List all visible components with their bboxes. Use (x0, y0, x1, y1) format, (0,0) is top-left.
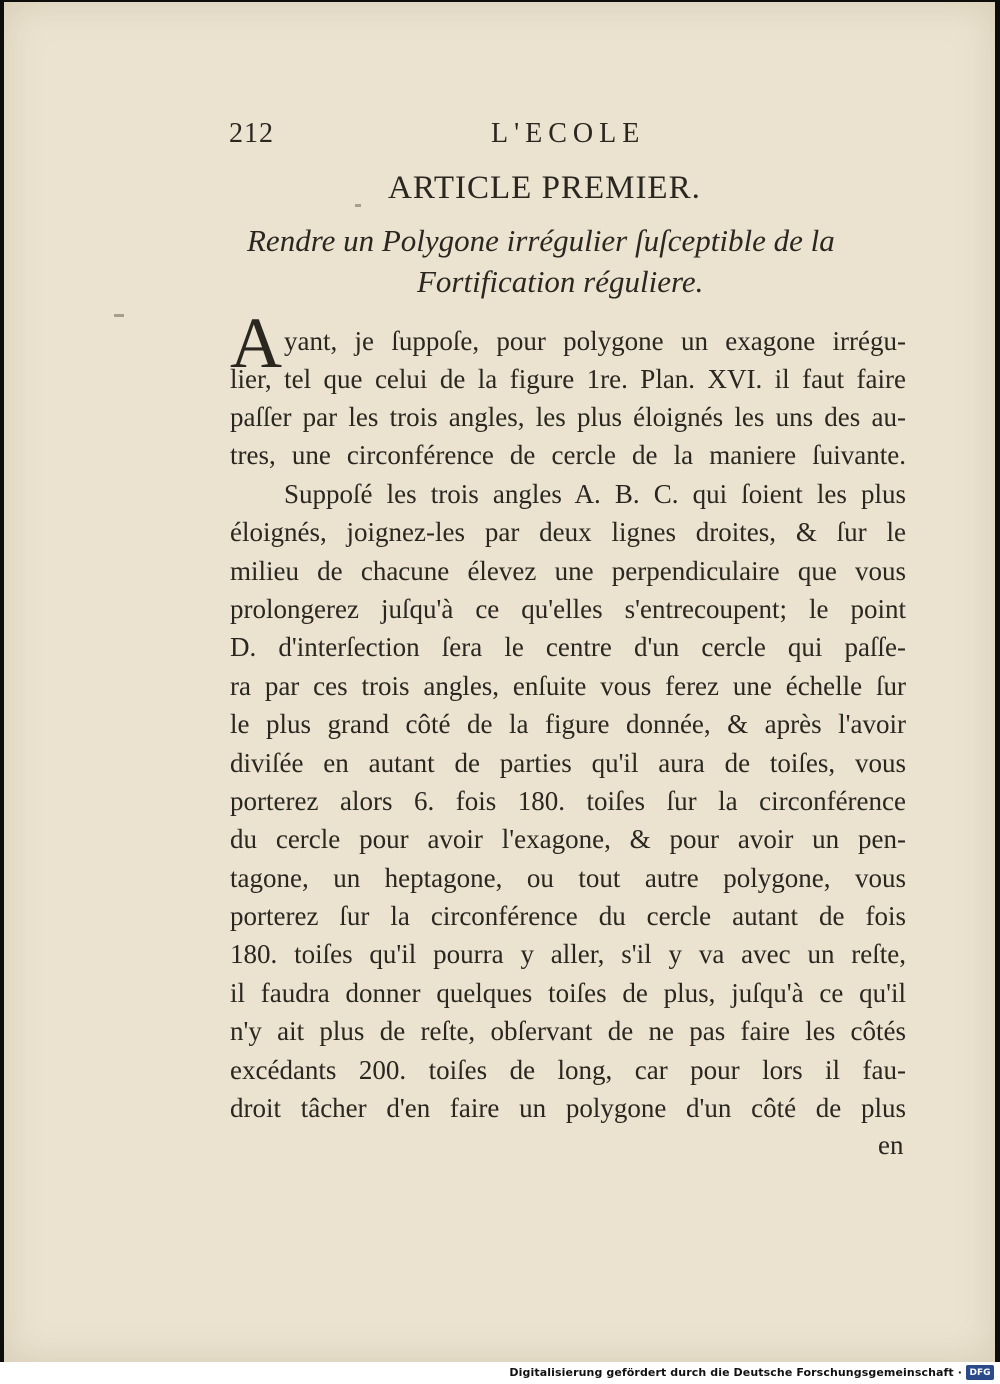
body-text-line: tagone, un heptagone, ou tout autre polygone, vous (230, 863, 906, 893)
funding-credit: Digitalisierung gefördert durch die Deutsche Forschungsgemeinschaft · (509, 1366, 962, 1379)
body-text-line: ra par ces trois angles, enſuite vous ferez une échelle ſur (230, 671, 906, 701)
body-text-line: éloignés, joignez-les par deux lignes droites, & ſur le (230, 517, 906, 547)
catchword: en (878, 1130, 904, 1160)
body-text-line: du cercle pour avoir l'exagone, & pour avoir un pen- (230, 824, 906, 854)
body-text-line: yant, je ſuppoſe, pour polygone un exagone irrégu- (284, 326, 906, 356)
body-text-line: porterez alors 6. fois 180. toiſes ſur la circonférence (230, 786, 906, 816)
drop-cap: A (230, 303, 282, 383)
body-text-line: 180. toiſes qu'il pourra y aller, s'il y va avec un reſte, (230, 939, 906, 969)
body-text-line: diviſée en autant de parties qu'il aura de toiſes, vous (230, 748, 906, 778)
body-text-line: tres, une circonférence de cercle de la maniere ſuivante. (230, 440, 906, 470)
page-number: 212 (229, 118, 274, 149)
body-text-line: D. d'interſection ſera le centre d'un cercle qui paſſe- (230, 632, 906, 662)
article-subtitle-line: Fortification réguliere. (417, 264, 704, 299)
article-title: ARTICLE PREMIER. (388, 170, 701, 206)
body-text-line: porterez ſur la circonférence du cercle autant de fois (230, 901, 906, 931)
dfg-logo: DFG (966, 1365, 994, 1380)
body-text-line: excédants 200. toiſes de long, car pour lors il fau- (230, 1055, 906, 1085)
body-text-line: lier, tel que celui de la figure 1re. Plan. XVI. il faut faire (230, 364, 906, 394)
body-text-line: le plus grand côté de la figure donnée, & après l'avoir (230, 709, 906, 739)
body-text-line: droit tâcher d'en faire un polygone d'un côté de plus (230, 1093, 906, 1123)
body-text-line: Suppoſé les trois angles A. B. C. qui ſoient les plus (284, 479, 906, 509)
running-head: L'ECOLE (491, 118, 646, 149)
article-subtitle-line: Rendre un Polygone irrégulier ſuſceptible de la (247, 223, 835, 258)
paper-speck (114, 314, 124, 317)
paper-speck (355, 204, 361, 207)
body-text-line: il faudra donner quelques toiſes de plus, juſqu'à ce qu'il (230, 978, 906, 1008)
body-text-line: paſſer par les trois angles, les plus éloignés les uns des au- (230, 402, 906, 432)
body-text-line: n'y ait plus de reſte, obſervant de ne pas faire les côtés (230, 1016, 906, 1046)
body-text-line: prolongerez juſqu'à ce qu'elles s'entrecoupent; le point (230, 594, 906, 624)
body-text-line: milieu de chacune élevez une perpendiculaire que vous (230, 556, 906, 586)
